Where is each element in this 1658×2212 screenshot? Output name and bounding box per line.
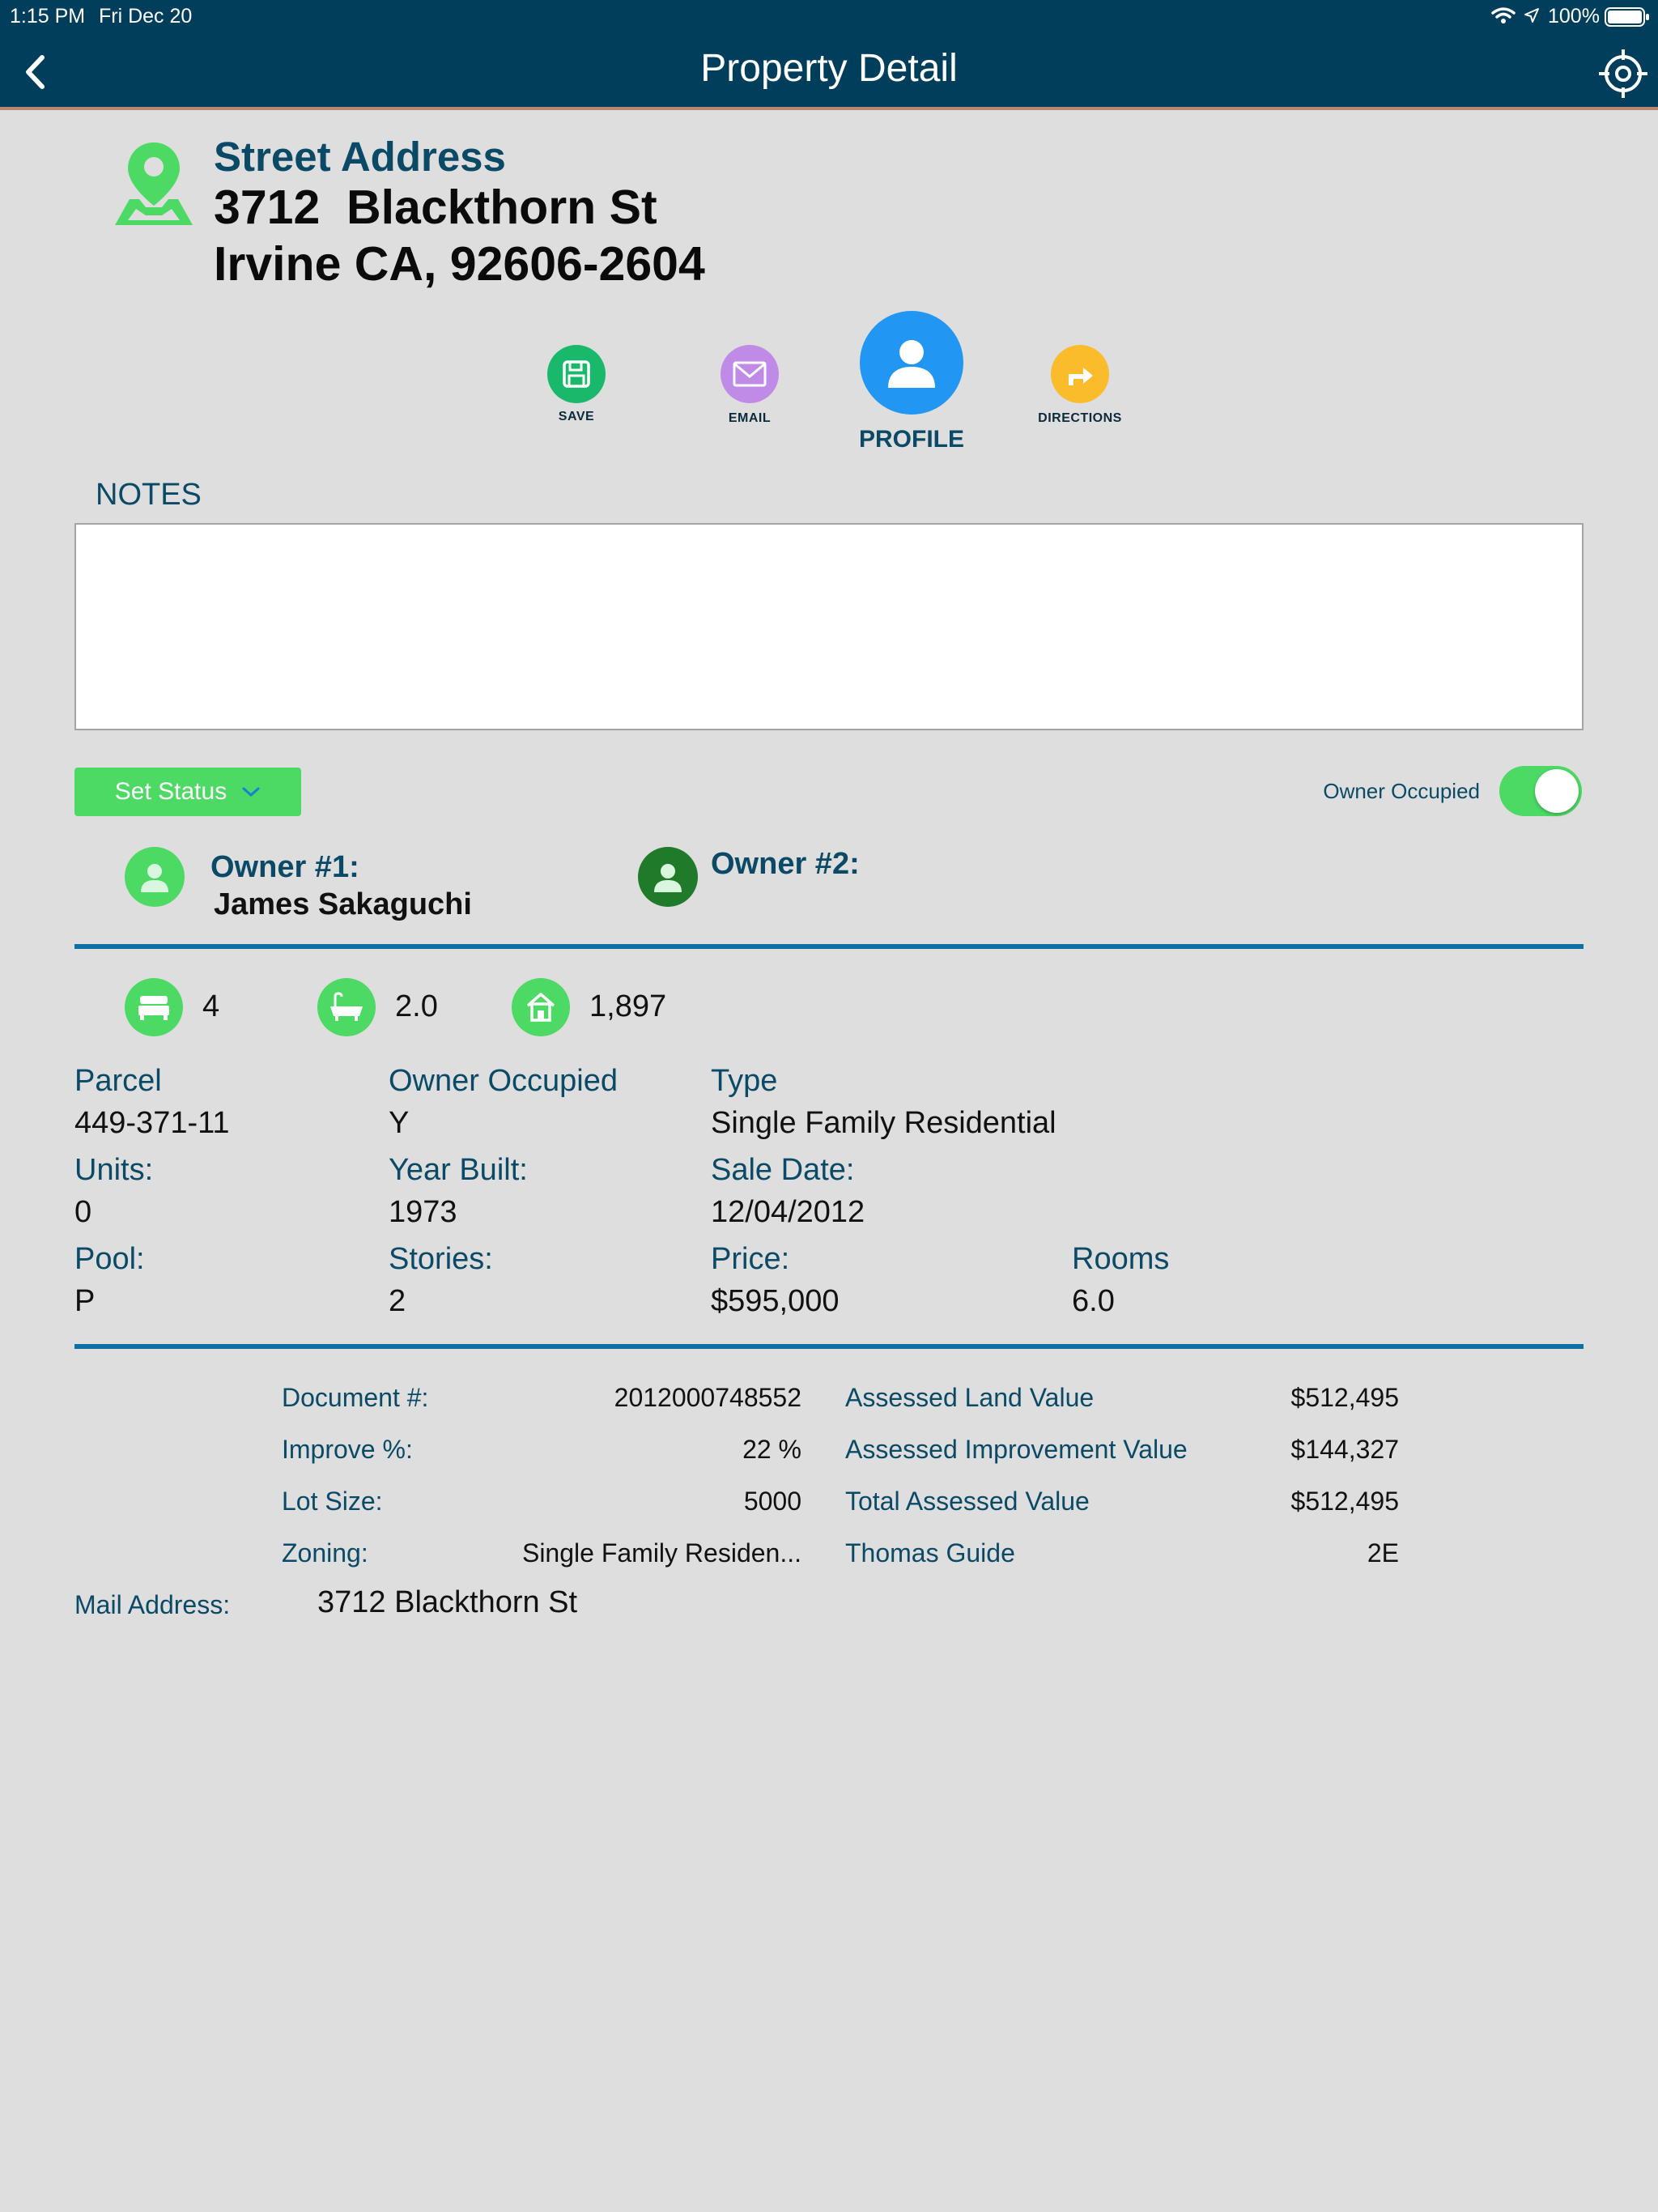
total-value-label: Total Assessed Value xyxy=(845,1487,1090,1516)
email-label: EMAIL xyxy=(728,411,772,425)
price-value: $595,000 xyxy=(711,1284,840,1318)
email-button[interactable] xyxy=(701,345,798,426)
directions-button[interactable] xyxy=(1031,345,1129,426)
battery-icon xyxy=(1605,7,1650,31)
land-value: $512,495 xyxy=(1290,1383,1399,1412)
directions-label: DIRECTIONS xyxy=(1038,411,1122,425)
parcel-value: 449-371-11 xyxy=(74,1106,230,1140)
parcel-label: Parcel xyxy=(74,1064,162,1098)
section-divider xyxy=(74,1344,1584,1349)
map-pin-icon xyxy=(112,139,196,232)
improve-value: 22 % xyxy=(742,1435,801,1464)
improve-label: Improve %: xyxy=(282,1435,413,1464)
owner-occupied-toggle[interactable] xyxy=(1499,766,1582,816)
profile-button[interactable] xyxy=(847,311,976,453)
stories-value: 2 xyxy=(389,1284,406,1318)
battery-percent: 100% xyxy=(1548,5,1600,28)
directions-arrow-icon xyxy=(1051,345,1109,403)
document-label: Document #: xyxy=(282,1383,429,1412)
sale-date-value: 12/04/2012 xyxy=(711,1195,865,1229)
sale-date-label: Sale Date: xyxy=(711,1153,855,1187)
envelope-icon xyxy=(721,345,779,403)
status-time: 1:15 PM xyxy=(10,5,86,28)
set-status-label: Set Status xyxy=(114,778,227,805)
profile-label: PROFILE xyxy=(858,426,964,453)
owner1-avatar-icon xyxy=(125,847,185,907)
set-status-dropdown[interactable] xyxy=(74,768,301,816)
crosshair-icon xyxy=(1598,49,1648,99)
year-built-label: Year Built: xyxy=(389,1153,528,1187)
mail-address-label: Mail Address: xyxy=(74,1590,231,1619)
chevron-down-icon xyxy=(241,785,261,798)
owner2-avatar-icon xyxy=(638,847,698,907)
toggle-knob xyxy=(1535,769,1579,813)
address-line1: 3712 Blackthorn St xyxy=(214,181,657,234)
units-label: Units: xyxy=(74,1153,154,1187)
sqft-value: 1,897 xyxy=(589,989,667,1023)
rooms-value: 6.0 xyxy=(1072,1284,1115,1318)
locate-button[interactable] xyxy=(1598,49,1648,103)
owner-occupied-toggle-label: Owner Occupied xyxy=(1323,779,1480,803)
notes-textarea[interactable] xyxy=(74,523,1584,730)
price-label: Price: xyxy=(711,1242,790,1276)
lot-size-label: Lot Size: xyxy=(282,1487,383,1516)
bathtub-icon xyxy=(317,978,376,1036)
location-arrow-icon xyxy=(1524,7,1540,28)
thomas-guide-value: 2E xyxy=(1367,1538,1399,1568)
owner1-label: Owner #1: xyxy=(210,850,359,884)
house-icon xyxy=(512,978,570,1036)
thomas-guide-label: Thomas Guide xyxy=(845,1538,1015,1568)
total-value: $512,495 xyxy=(1290,1487,1399,1516)
save-button[interactable] xyxy=(528,345,625,424)
save-icon xyxy=(547,345,606,403)
mail-address-value: 3712 Blackthorn St xyxy=(317,1585,578,1619)
pool-label: Pool: xyxy=(74,1242,145,1276)
year-built-value: 1973 xyxy=(389,1195,457,1229)
address-line2: Irvine CA, 92606-2604 xyxy=(214,237,705,291)
status-date: Fri Dec 20 xyxy=(99,5,193,28)
notes-label: NOTES xyxy=(96,478,202,512)
owner1-name: James Sakaguchi xyxy=(214,887,472,921)
owner-occupied-label: Owner Occupied xyxy=(389,1064,619,1098)
pool-value: P xyxy=(74,1284,96,1318)
land-value-label: Assessed Land Value xyxy=(845,1383,1095,1412)
rooms-label: Rooms xyxy=(1072,1242,1170,1276)
bathrooms-value: 2.0 xyxy=(395,989,438,1023)
stories-label: Stories: xyxy=(389,1242,493,1276)
section-divider xyxy=(74,944,1584,949)
bedrooms-value: 4 xyxy=(202,989,220,1023)
lot-size-value: 5000 xyxy=(743,1487,801,1516)
type-label: Type xyxy=(711,1064,778,1098)
zoning-value: Single Family Residen... xyxy=(521,1538,801,1568)
type-value: Single Family Residential xyxy=(711,1106,1056,1140)
address-label: Street Address xyxy=(214,134,506,180)
owner-occupied-value: Y xyxy=(389,1106,410,1140)
bed-icon xyxy=(125,978,183,1036)
nav-bar xyxy=(0,0,1658,110)
zoning-label: Zoning: xyxy=(282,1538,368,1568)
document-value: 2012000748552 xyxy=(614,1383,801,1412)
profile-icon xyxy=(860,311,963,415)
improvement-value: $144,327 xyxy=(1290,1435,1399,1464)
wifi-icon xyxy=(1491,6,1516,28)
units-value: 0 xyxy=(74,1195,92,1229)
page-title: Property Detail xyxy=(700,47,958,90)
save-label: SAVE xyxy=(558,410,595,423)
improvement-value-label: Assessed Improvement Value xyxy=(845,1435,1188,1464)
owner2-label: Owner #2: xyxy=(711,847,860,881)
